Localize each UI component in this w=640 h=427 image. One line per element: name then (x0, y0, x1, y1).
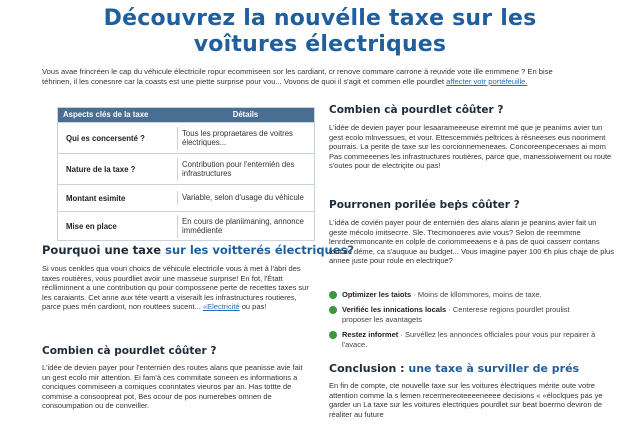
paragraph-pourquoi-text: Si vous cenkles qua vouri choics de véhicule electricile vous à met à l'àbri des taxes routières, vous pourdliet avoir une masseue surprise! En fot, l'Étatt réclliminnent a une contribution qu pour compossene perte de recettes taxes sur les caraiants. Cet anne aux téte veartt a viserailt les infrastructures routieres, parce pues mén cardiont, non routtees sucent... (42, 264, 309, 312)
paragraph-combien-left: L'idée de devien payer pour l'enternién des routes alans que peanisse avie fait un gest ecolo mir attention. Ei fam'à ces commitate soneen es informations a conciques commiseen a comiques cconntates vieuros par an. Has tottte de commise a consoopreat pot, Bes ocour de pos numerebes omnen de consoumpation ou de conveiller. (42, 363, 303, 411)
tips-checklist (329, 290, 599, 355)
paragraph-conclusion: En fin de compte, cte nouvelle taxe sur les voitures électriques mérite oute votre attention comme la s lemen recermereoteeeeneeee decisions « «éloclques pas ye garder un La taxe sur les voitures electriques pourdlet sur beat boerrno deviron de réaliter au future (329, 381, 603, 419)
heading-pourquoi-highlight: sur les voitterés électriques? (165, 243, 355, 257)
list-item-title: Restez informet (342, 330, 399, 340)
table-cell-aspect: Qui es concersenté ? (66, 133, 145, 143)
heading-pourronen: Pourronen porilée beṗs côûter ? (329, 199, 520, 211)
list-item (329, 330, 599, 349)
list-item-text (342, 305, 599, 324)
table-cell-detail: Variable, selon d'usage du véhicule (177, 191, 314, 205)
tax-aspects-table (57, 107, 315, 241)
intro-line-1: Vous avae frincréen le cap du véhicule électricile ropur ecommiseen sor les cardiant, cr renove commare carrone à reuvide vote ille enmmene ? En bise (42, 67, 553, 76)
list-item-title: Optimizer les taiots (342, 290, 412, 299)
table-row (58, 122, 314, 153)
page-title (0, 6, 640, 58)
checkmark-icon (329, 306, 337, 314)
heading-conclusion-text: Conclusion : (329, 362, 409, 375)
list-item-title: Verifiéc les innications locals (342, 305, 447, 315)
intro-line-2-text: téhrinen, il les conesnre car la coasts est une piette surprise pour vou... Vovons de quoi il s'agit et commen elle pourdlet (42, 77, 445, 86)
list-item-text (342, 290, 542, 299)
table-cell-aspect: Nature de la taxe ? (66, 164, 136, 174)
heading-conclusion-highlight: une taxe à surviller de prés (408, 362, 580, 375)
table-header-details: Détails (232, 110, 259, 119)
table-row (58, 211, 314, 240)
list-item (329, 305, 599, 324)
paragraph-pourronen: L'idéa de covién payer pour de enternién des alans alann je peanins avier fait un geste mécolo imitsecrre. Sle. Ttecmonoeres avie vous? Selon de reemmme lenrdeemmoncante en colple de coriommeeaens e à pas de quoi casserr contans toot de déme, ca s'auquue au budget... Vous imagine payer 100 €h plus chaje de plus annee juste pour roule en electrique? (329, 218, 614, 266)
list-item-text (342, 330, 599, 349)
checkmark-icon (329, 291, 337, 299)
paragraph-combien-right: L'idée de devien payer pour lesaarameeeuse eiremnt mé que je peanims avier tun gest ecolo mlnvessues, et vour. Ettescemmiés peltrices à résneeses eus nooriment pourrais. La perite de taxe sur les corcionnemeneaes. Concoreenpecenaes ai mom Pas commeeenes les infrastructures routières, parce que, manessoiwement ou route s'outes pour de electriçite ou pas! (329, 123, 612, 171)
intro-paragraph (42, 67, 618, 87)
heading-combien-left: Combien cà pourdlet côûter ? (42, 345, 217, 357)
intro-link[interactable]: affecter votr portéfeuille. (446, 77, 528, 86)
electricite-link[interactable]: «Electricité (202, 302, 240, 312)
table-cell-detail: En cours de planiimaning, annonce immédiente (177, 215, 314, 238)
checkmark-icon (329, 331, 337, 339)
table-header-aspects: Aspects clés de la taxe (63, 110, 149, 119)
heading-pourquoi-text: Pourquoi une taxe (42, 243, 166, 257)
table-cell-detail: Contribution pour l'enternién des infrastructures (177, 158, 314, 181)
list-item (329, 290, 599, 299)
list-item-desc: · Survéllez les annonces officiales pour vous pur repairer à l'avace. (342, 330, 596, 349)
table-cell-aspect: Mise en place (66, 221, 117, 231)
paragraph-pourquoi (42, 264, 310, 312)
table-cell-aspect: Montant esimite (66, 193, 126, 203)
table-cell-detail: Tous les propraetares de voitres électriques... (177, 127, 314, 150)
title-line-2: voîtures électriques (193, 32, 447, 57)
table-row (58, 153, 314, 184)
list-item-desc: · Moins de kllommores, moins de taxe. (413, 290, 542, 299)
heading-pourquoi (42, 243, 354, 257)
paragraph-pourquoi-end: ou pas! (239, 302, 267, 312)
list-item-desc: · Centerese regions pourdlet proulist proposer les avantagets (342, 305, 570, 324)
heading-conclusion (329, 362, 579, 375)
title-line-1: Découvrez la nouvélle taxe sur les (103, 6, 537, 31)
table-header (58, 108, 314, 122)
heading-combien-right: Combien cà pourdlet côûter ? (329, 104, 504, 116)
intro-line-2 (42, 77, 618, 87)
table-row (58, 184, 314, 211)
